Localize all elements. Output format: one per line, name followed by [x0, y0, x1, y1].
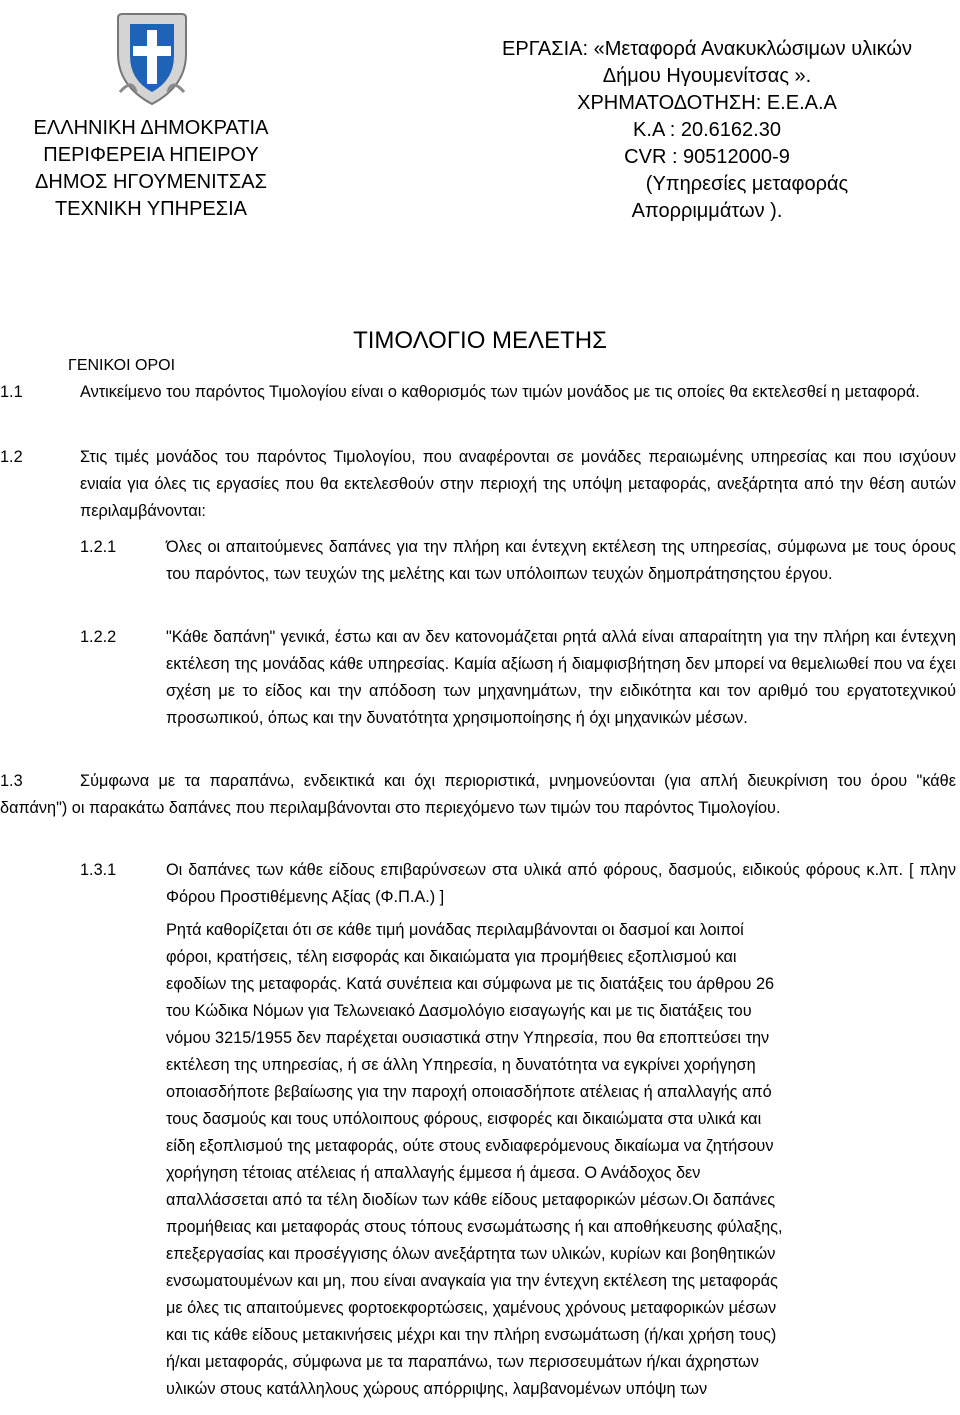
clause-text: "Κάθε δαπάνη" γενικά, έστω και αν δεν κατονομάζεται ρητά αλλά είναι απαραίτητη για την πλήρη και έντεχνη εκτέλεση της μονάδας κάθε υπηρεσίας. Καμία αξίωση ή διαμφισβήτηση δεν μπορεί να θεμελιωθεί που να έχει σχέση με το είδος και την απόδοση των μηχανημάτων, την ειδικότητα και τον αριθμό του εργατοτεχνικού προσωπικού, όπως και την δυνατότητα χρησιμοποίησης ή όχι μηχανικών μέσων. [166, 628, 956, 727]
cpv-code-line: CVR : 90512000-9 [624, 146, 790, 168]
body-line: επεξεργασίας και προσέγγισης όλων ανεξάρτητα των υλικών, κυρίων και βοηθητικών [166, 1245, 776, 1263]
header-left-line: ΤΕΧΝΙΚΗ ΥΠΗΡΕΣΙΑ [54, 198, 248, 220]
header-left-line: ΠΕΡΙΦΕΡΕΙΑ ΗΠΕΙΡΟΥ [43, 144, 259, 166]
clause-1-3 [0, 768, 956, 822]
body-line: τους δασμούς και τους υπόλοιπους φόρους, εισφορές και δικαιώματα στα υλικά και [166, 1110, 762, 1128]
funding-line: ΧΡΗΜΑΤΟΔΟΤΗΣΗ: Ε.Ε.Α.Α [577, 92, 837, 114]
body-line: εκτέλεση της υπηρεσίας, ή σε άλλη Υπηρεσία, η δυνατότητα να εγκρίνει χορήγηση [166, 1056, 756, 1074]
body-line: νόμου 3215/1955 δεν παρέχεται ουσιαστικά στην Υπηρεσία, που θα εποπτεύσει την [166, 1029, 770, 1047]
project-title-line: Δήμου Ηγουμενίτσας ». [602, 65, 812, 87]
service-line: (Υπηρεσίες μεταφοράς [645, 173, 849, 195]
clause-number: 1.2.2 [80, 628, 117, 646]
clause-1-3-1-body [166, 917, 956, 1403]
header-right [462, 36, 952, 225]
section-heading: ΓΕΝΙΚΟΙ ΟΡΟΙ [68, 357, 176, 374]
body-line: με όλες τις απαιτούμενες φορτοεκφορτώσεις, χαμένους χρόνους μεταφορικών μέσων [166, 1299, 777, 1317]
clause-number: 1.2.1 [80, 538, 117, 556]
page-title: ΤΙΜΟΛΟΓΙΟ ΜΕΛΕΤΗΣ [353, 327, 607, 354]
body-line: και τις κάθε είδους μετακινήσεις μέχρι και την πλήρη ενσωμάτωση (ή/και χρήση τους) [166, 1326, 777, 1344]
body-line: είδη εξοπλισμού της μεταφοράς, ούτε στους ενδιαφερόμενους δικαίωμα να ζητήσουν [166, 1137, 774, 1155]
header-left-line: ΕΛΛΗΝΙΚΗ ΔΗΜΟΚΡΑΤΙΑ [33, 117, 269, 139]
clause-number: 1.2 [0, 448, 23, 466]
body-line: φόροι, κρατήσεις, τέλη εισφοράς και δικαιώματα για προμήθειες εξοπλισμού και [166, 948, 737, 966]
header-left [14, 115, 288, 223]
clause-text [0, 379, 956, 406]
clause-1-2-1 [80, 534, 956, 588]
body-line: του Κώδικα Νόμων για Τελωνειακό Δασμολόγιο εισαγωγής και με τις διατάξεις του [166, 1002, 752, 1020]
clause-number: 1.1 [0, 383, 23, 401]
clause-1-1 [0, 379, 956, 406]
body-line: ή/και μεταφοράς, σύμφωνα με τα παραπάνω, των περισσευμάτων ή/και άχρηστων [166, 1353, 759, 1371]
clause-text: Όλες οι απαιτούμενες δαπάνες για την πλήρη και έντεχνη εκτέλεση της υπηρεσίας, σύμφωνα με τους όρους του παρόντος, των τευχών της μελέτης και των υπόλοιπων τευχών δημοπράτησηςτου έργου. [166, 538, 956, 583]
clause-text: Οι δαπάνες των κάθε είδους επιβαρύνσεων στα υλικά από φόρους, δασμούς, ειδικούς φόρους κ.λπ. [ πλην Φόρου Προστιθέμενης Αξίας (Φ.Π.Α.) ] [166, 861, 956, 906]
body-line: χορήγηση τέτοιας ατέλειας ή απαλλαγής έμμεσα ή άμεσα. Ο Ανάδοχος δεν [166, 1164, 701, 1182]
body-line: οποιασδήποτε βεβαίωσης για την παροχή οποιασδήποτε ατέλειας ή απαλλαγής από [166, 1083, 772, 1101]
body-line: εφοδίων της μεταφοράς. Κατά συνέπεια και σύμφωνα με τις διατάξεις του άρθρου 26 [166, 975, 775, 993]
budget-code-line: Κ.Α : 20.6162.30 [633, 119, 781, 141]
clause-1-3-1 [80, 857, 956, 911]
greek-emblem-icon [102, 8, 202, 108]
clause-number: 1.3 [0, 772, 23, 790]
clause-1-2-2 [80, 624, 956, 732]
project-title-line: ΕΡΓΑΣΙΑ: «Μεταφορά Ανακυκλώσιμων υλικών [502, 38, 912, 60]
header-left-line: ΔΗΜΟΣ ΗΓΟΥΜΕΝΙΤΣΑΣ [35, 171, 267, 193]
clause-text: Στις τιμές μονάδος του παρόντος Τιμολογίου, που αναφέρονται σε μονάδες περαιωμένης υπηρεσίας και που ισχύουν ενιαία για όλες τις εργασίες που θα εκτελεσθούν στην περιοχή της υπόψη μεταφοράς, ανεξάρτητα από την θέση αυτών περιλαμβάνονται: [80, 448, 956, 520]
body-line: υλικών στους κατάλληλους χώρους απόρριψης, λαμβανομένων υπόψη των [166, 1380, 708, 1398]
body-line: απαλλάσσεται από τα τέλη διοδίων των κάθε είδους μεταφορικών μέσων.Οι δαπάνες [166, 1191, 776, 1209]
clause-text: Σύμφωνα με τα παραπάνω, ενδεικτικά και όχι περιοριστικά, μνημονεύονται (για απλή διευκρίνιση του όρου "κάθε δαπάνη") οι παρακάτω δαπάνες που περιλαμβάνονται στο περιεχόμενο των τιμών του παρόντος Τιμολογίου. [0, 772, 956, 817]
clause-text-content: Αντικείμενο του παρόντος Τιμολογίου είναι ο καθορισμός των τιμών μονάδος με τις οποίες θα εκτελεσθεί η μεταφορά. [80, 383, 920, 401]
service-line: Απορριμμάτων ). [631, 200, 783, 222]
body-line: προμήθειας και μεταφοράς στους τόπους ενσωμάτωσης ή και αποθήκευσης φύλαξης, [166, 1218, 783, 1236]
body-line: ενσωματουμένων και μη, που είναι αναγκαία για την έντεχνη εκτέλεση της μεταφοράς [166, 1272, 778, 1290]
clause-number: 1.3.1 [80, 861, 117, 879]
body-line: Ρητά καθορίζεται ότι σε κάθε τιμή μονάδας περιλαμβάνονται οι δασμοί και λοιποί [166, 921, 744, 939]
clause-1-2 [0, 444, 956, 525]
